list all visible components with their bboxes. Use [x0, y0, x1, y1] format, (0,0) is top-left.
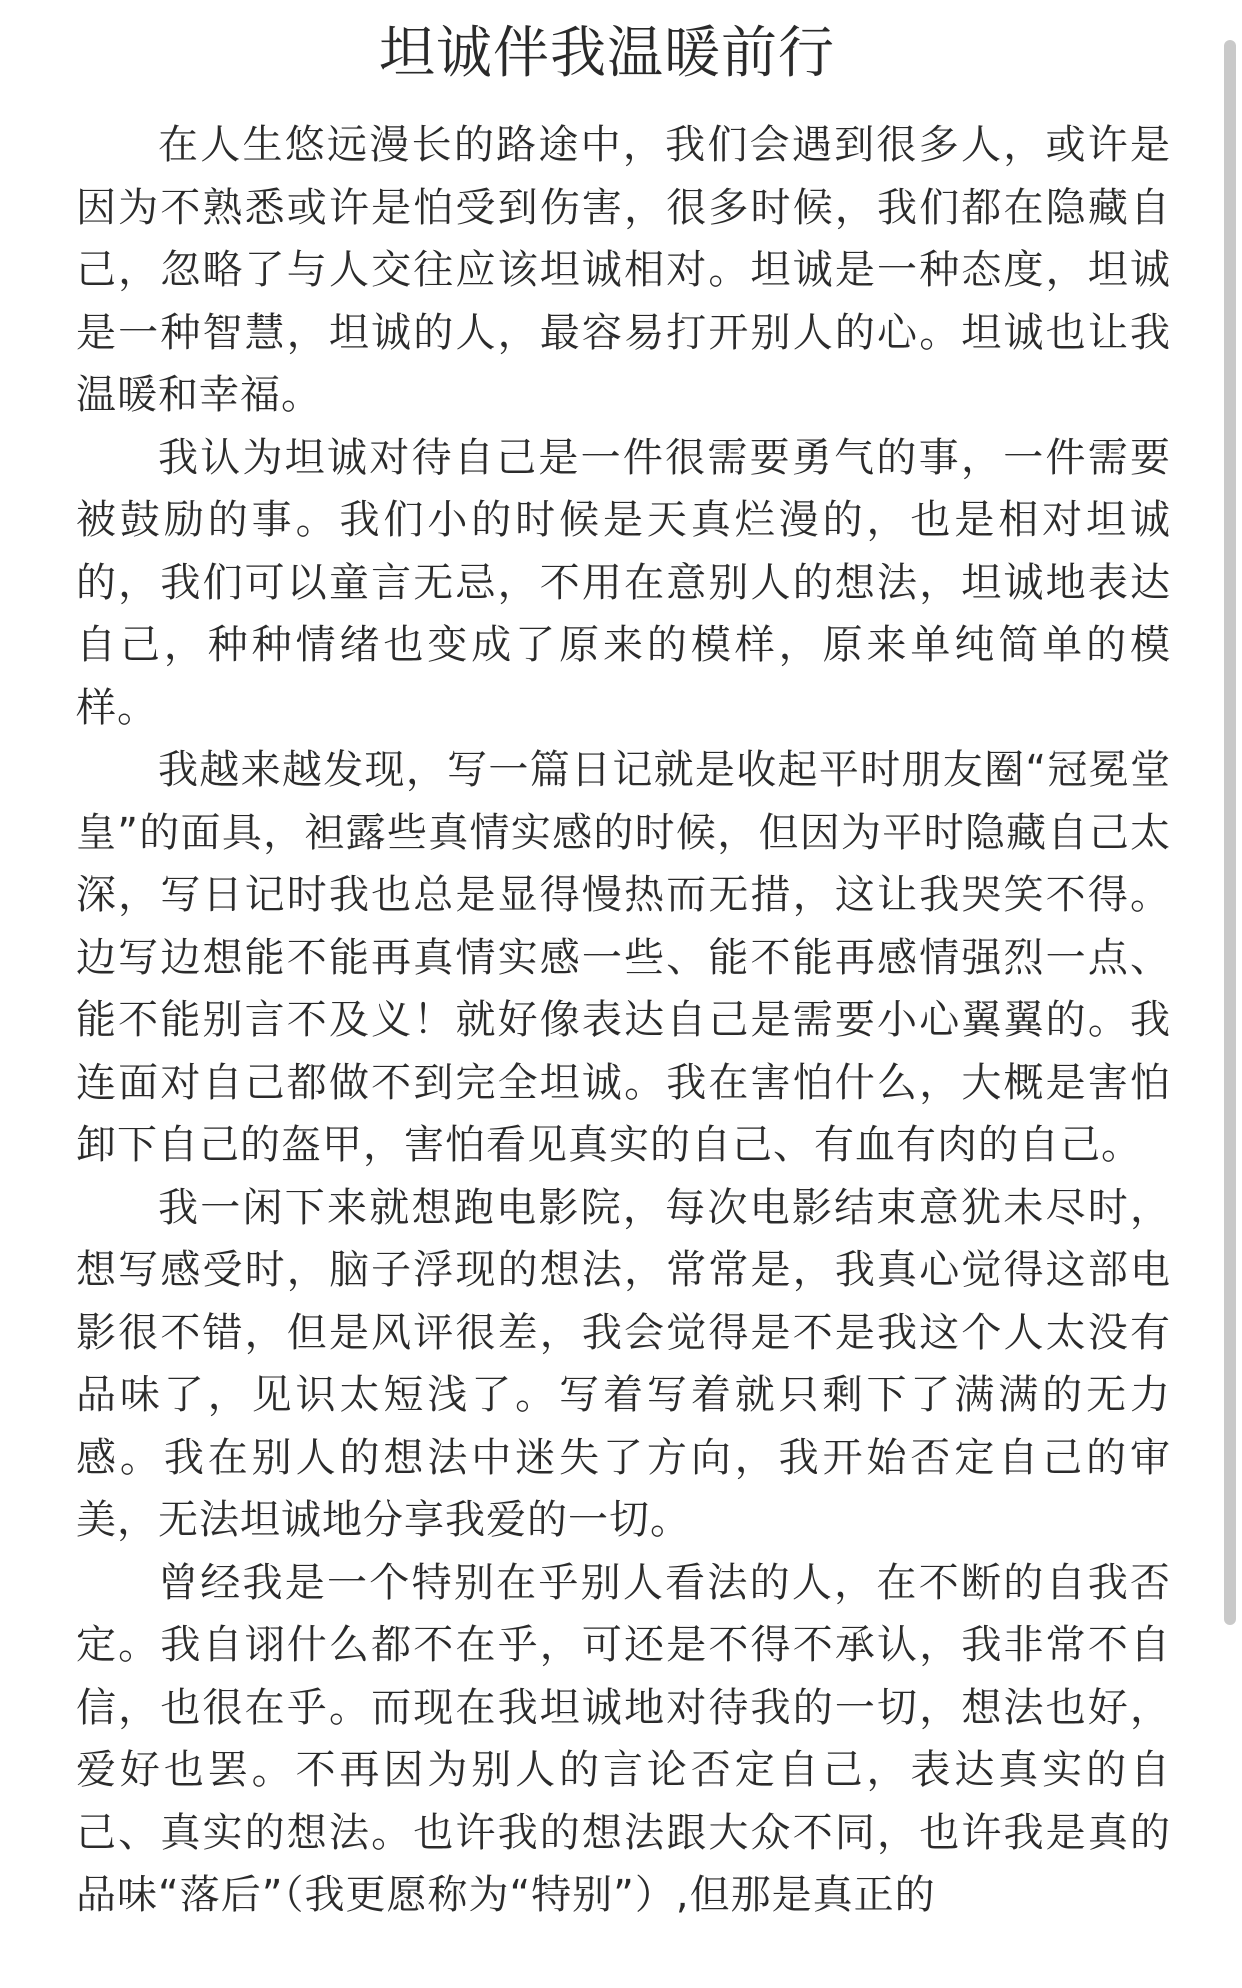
paragraph-5: 曾经我是一个特别在乎别人看法的人，在不断的自我否定。我自诩什么都不在乎，可还是不得不承认，我非常不自信，也很在乎。而现在我坦诚地对待我的一切，想法也好，爱好也罢。不再因为别人的言论否定自己，表达真实的自己、真实的想法。也许我的想法跟大众不同，也许我是真的品味“落后”（我更愿称为“特别”）,但那是真正的: [76, 1559, 1171, 1918]
paragraph-3: 我越来越发现，写一篇日记就是收起平时朋友圈“冠冕堂皇”的面具，袒露些真情实感的时候，但因为平时隐藏自己太深，写日记时我也总是显得慢热而无措，这让我哭笑不得。边写边想能不能再真情实感一些、能不能再感情强烈一点、能不能别言不及义！就好像表达自己是需要小心翼翼的。我连面对自己都做不到完全坦诚。我在害怕什么，大概是害怕卸下自己的盔甲，害怕看见真实的自己、有血有肉的自己。: [76, 747, 1171, 1168]
paragraph-1: 在人生悠远漫长的路途中，我们会遇到很多人，或许是因为不熟悉或许是怕受到伤害，很多时候，我们都在隐藏自己，忽略了与人交往应该坦诚相对。坦诚是一种态度，坦诚是一种智慧，坦诚的人，最容易打开别人的心。坦诚也让我温暖和幸福。: [76, 122, 1171, 418]
paragraph-2: 我认为坦诚对待自己是一件很需要勇气的事，一件需要被鼓励的事。我们小的时候是天真烂漫的，也是相对坦诚的，我们可以童言无忌，不用在意别人的想法，坦诚地表达自己，种种情绪也变成了原来的模样，原来单纯简单的模样。: [76, 434, 1171, 731]
vertical-scrollbar[interactable]: [1214, 0, 1242, 1988]
article-title: 坦诚伴我温暖前行: [379, 21, 835, 86]
paragraph-4: 我一闲下来就想跑电影院，每次电影结束意犹未尽时，想写感受时，脑子浮现的想法，常常是，我真心觉得这部电影很不错，但是风评很差，我会觉得是不是我这个人太没有品味了，见识太短浅了。写着写着就只剩下了满满的无力感。我在别人的想法中迷失了方向，我开始否定自己的审美，无法坦诚地分享我爱的一切。: [76, 1184, 1171, 1543]
article-body: [76, 114, 1171, 1927]
scrollbar-thumb[interactable]: [1224, 40, 1236, 1625]
